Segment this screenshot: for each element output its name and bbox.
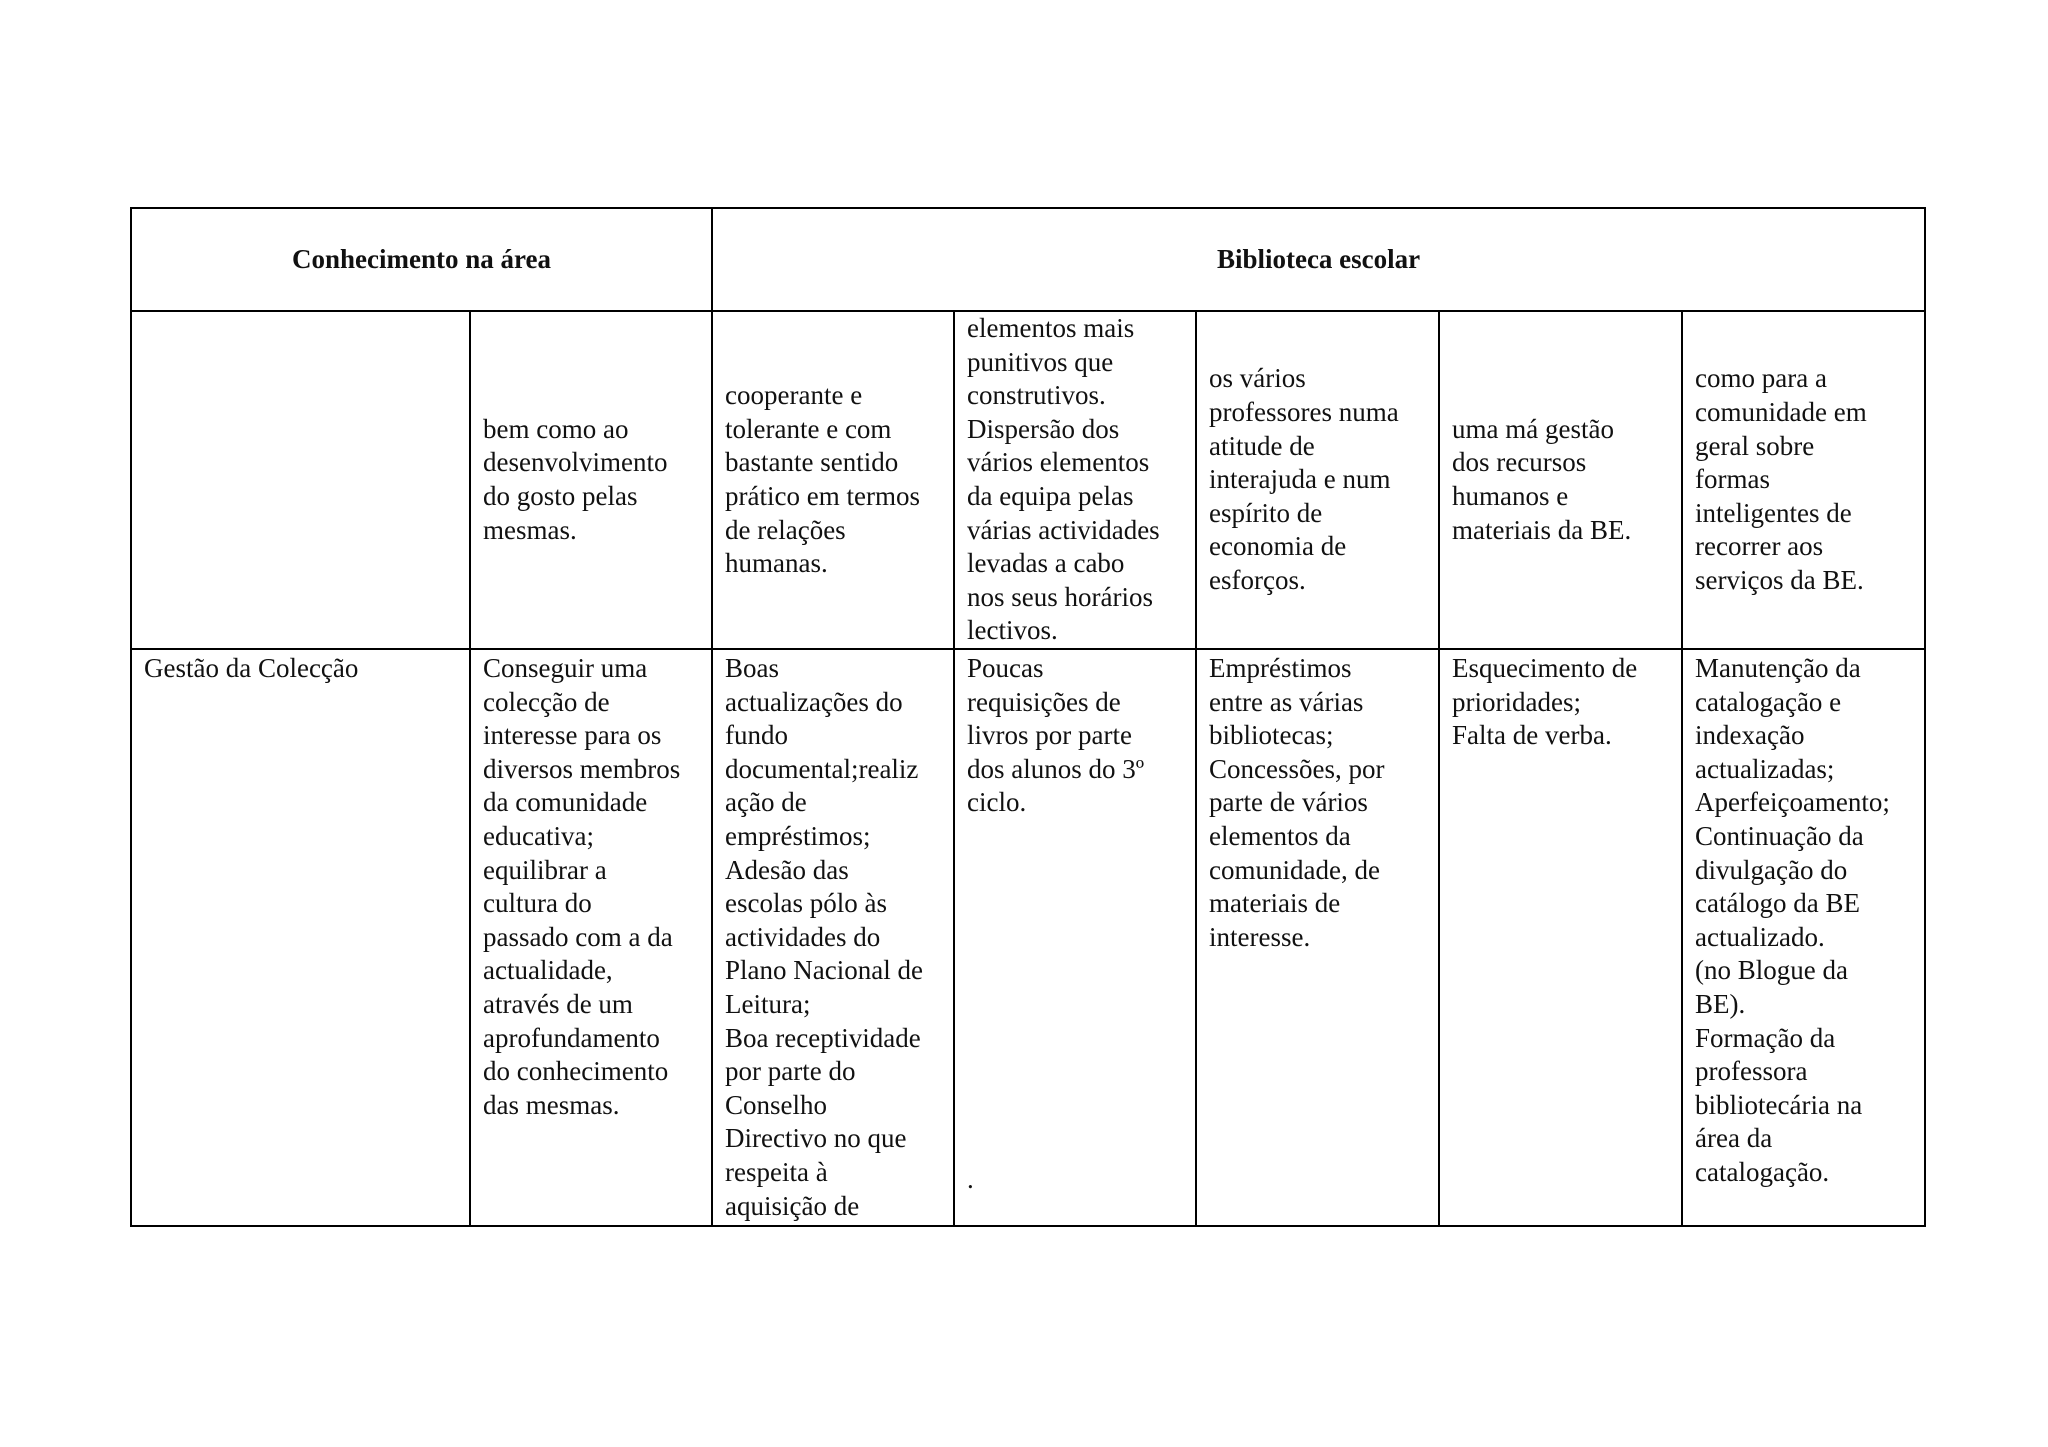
header-biblioteca: Biblioteca escolar — [712, 208, 1925, 311]
cell-text-line: Conseguir uma — [483, 653, 648, 683]
cell-text-line: uma má gestão — [1452, 413, 1614, 444]
cell-text-line: levadas a cabo — [967, 548, 1125, 579]
cell-text-line: da comunidade — [483, 787, 648, 818]
cell-text-line: várias actividades — [967, 514, 1160, 545]
cell-text-line: cooperante e — [725, 380, 863, 411]
cell-text-line: atitude de — [1209, 430, 1315, 461]
cell-text-line: escolas pólo às — [725, 888, 887, 919]
cell-text-line: bibliotecas; — [1209, 720, 1334, 751]
table-row — [131, 649, 1925, 1226]
cell-text-line: aprofundamento — [483, 1022, 660, 1053]
cell-text-line: interesse. — [1209, 921, 1311, 952]
cell-text-line: desenvolvimento — [483, 447, 668, 478]
cell-text-line: espírito de — [1209, 497, 1323, 528]
cell-text-line: (no Blogue da — [1695, 955, 1848, 986]
cell-text-line: bibliotecária na — [1695, 1089, 1863, 1120]
cell-text-line: prioridades; — [1452, 686, 1581, 717]
cell-text-line: Adesão das — [725, 854, 849, 885]
cell-text-line: Boas — [725, 653, 780, 683]
cell-text-line: actualidade, — [483, 955, 613, 986]
table-cell — [1682, 311, 1925, 649]
cell-text-line: entre as várias — [1209, 686, 1364, 717]
cell-text-line: Aperfeiçoamento; — [1695, 787, 1890, 818]
cell-text-line: equilibrar a — [483, 854, 607, 885]
cell-text-line: tolerante e com — [725, 413, 892, 444]
cell-text-line: actualizadas; — [1695, 753, 1835, 784]
cell-text-line: bem como ao — [483, 413, 629, 444]
cell-text-line: os vários — [1209, 363, 1306, 394]
cell-text-line: recorrer aos — [1695, 531, 1824, 562]
cell-text-line: economia de — [1209, 531, 1347, 562]
cell-text-line: empréstimos; — [725, 820, 871, 851]
row-label-gestao — [131, 649, 470, 1226]
cell-text-line: Formação da — [1695, 1022, 1836, 1053]
cell-text-line: geral sobre — [1695, 430, 1815, 461]
cell-text-line: da equipa pelas — [967, 481, 1134, 511]
cell-dot: . — [967, 1164, 974, 1195]
cell-text-line: humanos e — [1452, 481, 1569, 511]
cell-text-line: educativa; — [483, 820, 594, 851]
cell-text-line: das mesmas. — [483, 1089, 620, 1120]
cell-text-line: área da — [1695, 1123, 1773, 1154]
cell-text-line: professora — [1695, 1056, 1808, 1087]
cell-text-line: Dispersão dos — [967, 413, 1120, 444]
cell-text-line: comunidade, de — [1209, 854, 1380, 885]
cell-text-line: Falta de verba. — [1452, 720, 1612, 751]
cell-text-line: actualizações do — [725, 686, 903, 717]
cell-text-line: Poucas — [967, 653, 1044, 683]
cell-text-line: passado com a da — [483, 921, 673, 952]
cell-text-line: de relações — [725, 514, 846, 545]
cell-text-line: interesse para os — [483, 720, 662, 751]
table-row — [131, 311, 1925, 649]
cell-text-line: materiais da BE. — [1452, 514, 1632, 545]
cell-text-line: esforços. — [1209, 564, 1306, 595]
cell-text-line: do conhecimento — [483, 1056, 669, 1087]
cell-text-line: aquisição de — [725, 1190, 860, 1221]
cell-text-line: catalogação e — [1695, 686, 1842, 717]
cell-text-line: catálogo da BE — [1695, 888, 1860, 919]
row-label-text: Gestão da Colecção — [144, 653, 359, 683]
cell-text-line: do gosto pelas — [483, 481, 638, 511]
cell-text-line: punitivos que — [967, 346, 1114, 377]
table-cell — [954, 649, 1196, 1226]
cell-text-line: actualizado. — [1695, 921, 1825, 952]
cell-text-line: elementos da — [1209, 820, 1351, 851]
cell-text-line: Esquecimento de — [1452, 653, 1638, 683]
cell-text-line: formas — [1695, 464, 1770, 495]
cell-text-line: diversos membros — [483, 753, 681, 784]
cell-text-line: lectivos. — [967, 615, 1058, 646]
cell-text-line: nos seus horários — [967, 581, 1153, 612]
table-cell — [954, 311, 1196, 649]
cell-text-line: Boa receptividade — [725, 1022, 921, 1053]
cell-text-line: serviços da BE. — [1695, 564, 1864, 595]
header-conhecimento: Conhecimento na área — [131, 208, 712, 311]
cell-text-line: colecção de — [483, 686, 610, 717]
cell-text-line: documental;realiz — [725, 753, 919, 784]
cell-text-line: Directivo no que — [725, 1123, 907, 1154]
cell-text-line: BE). — [1695, 988, 1746, 1019]
cell-text-line: cultura do — [483, 888, 592, 919]
cell-text-line: actividades do — [725, 921, 881, 952]
cell-text-line: professores numa — [1209, 397, 1399, 428]
cell-text-line: fundo — [725, 720, 789, 751]
cell-text-line: dos alunos do 3º — [967, 753, 1145, 784]
cell-text-line: como para a — [1695, 363, 1827, 394]
swot-table — [130, 207, 1926, 1227]
cell-text-line: respeita à — [725, 1156, 828, 1187]
cell-text-line: parte de vários — [1209, 787, 1368, 818]
table-cell — [131, 311, 470, 649]
cell-text-line: vários elementos — [967, 447, 1150, 478]
cell-text-line: elementos mais — [967, 313, 1135, 344]
table-cell — [1439, 649, 1682, 1226]
cell-text-line: humanas. — [725, 548, 828, 579]
cell-text-line: por parte do — [725, 1056, 856, 1087]
table-cell — [1196, 649, 1439, 1226]
cell-text-line: construtivos. — [967, 380, 1106, 411]
cell-text-line: interajuda e num — [1209, 464, 1391, 495]
table-cell — [470, 311, 712, 649]
cell-text-line: através de um — [483, 988, 633, 1019]
cell-text-line: prático em termos — [725, 481, 920, 511]
cell-text-line: catalogação. — [1695, 1156, 1830, 1187]
table-cell — [712, 649, 954, 1226]
cell-text-line: materiais de — [1209, 888, 1341, 919]
cell-text-line: dos recursos — [1452, 447, 1587, 478]
cell-text-line: Plano Nacional de — [725, 955, 923, 986]
cell-text-line: indexação — [1695, 720, 1805, 751]
cell-text-line: livros por parte — [967, 720, 1132, 751]
cell-text-line: bastante sentido — [725, 447, 899, 478]
table-cell — [1682, 649, 1925, 1226]
cell-text-line: ação de — [725, 787, 807, 818]
cell-text-line: ciclo. — [967, 787, 1027, 818]
cell-text-line: mesmas. — [483, 514, 577, 545]
cell-text-line: inteligentes de — [1695, 497, 1852, 528]
cell-text-line: divulgação do — [1695, 854, 1848, 885]
cell-text-line: Empréstimos — [1209, 653, 1352, 683]
cell-text-line: comunidade em — [1695, 397, 1867, 428]
cell-text-line: Conselho — [725, 1089, 828, 1120]
table-header-row — [131, 208, 1925, 311]
cell-text-line: requisições de — [967, 686, 1121, 717]
table-cell — [1196, 311, 1439, 649]
cell-text-line: Concessões, por — [1209, 753, 1385, 784]
cell-text-line: Leitura; — [725, 988, 811, 1019]
table-cell — [1439, 311, 1682, 649]
cell-text-line: Continuação da — [1695, 820, 1864, 851]
cell-text-line: Manutenção da — [1695, 653, 1861, 683]
table-cell — [470, 649, 712, 1226]
table-cell — [712, 311, 954, 649]
